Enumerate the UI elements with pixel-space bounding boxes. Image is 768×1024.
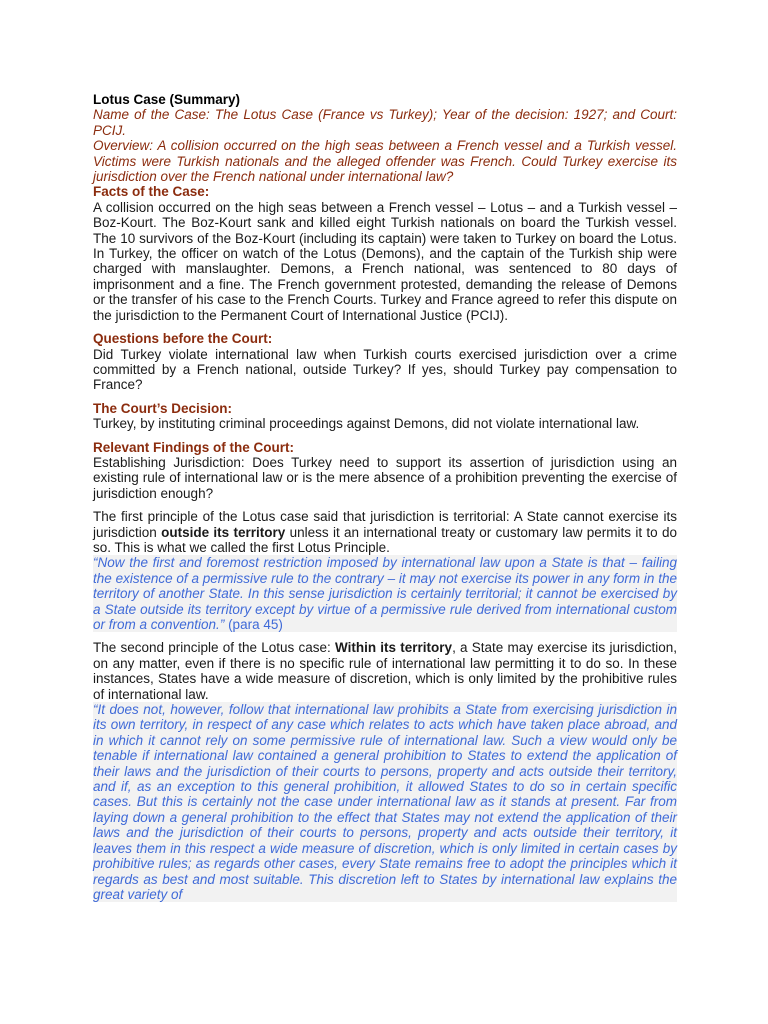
second-principle-intro: The second principle of the Lotus case: <box>93 640 335 656</box>
questions-text: Did Turkey violate international law when Turkish courts exercised jurisdiction over a crime committed by a French national, outside Turkey? If yes, should Turkey pay compensation to France? <box>93 346 677 393</box>
paragraph-reference: (para 45) <box>224 617 283 632</box>
second-principle-rest: , a State may exercise its jurisdiction, on any matter, even if there is no specific rule of international law permitting it to do so. In these instances, States have a wide measure of discretion, which is only limited by the prohibitive rules of international law. <box>93 640 677 702</box>
case-name: Name of the Case: The Lotus Case (France vs Turkey); Year of the decision: 1927; and Court: PCIJ. <box>93 107 677 138</box>
document-title: Lotus Case (Summary) <box>93 92 241 107</box>
second-principle-text <box>93 640 677 702</box>
facts-text: A collision occurred on the high seas between a French vessel – Lotus – and a Turkish vessel – Boz-Kourt. The Boz-Kourt sank and killed eight Turkish nationals on board the Turkish vessel. The 10 survivors of the Boz-Kourt (including its captain) were taken to Turkey on board the Lotus. In Turkey, the officer on watch of the Lotus (Demons), and the captain of the Turkish ship were charged with manslaughter. Demons, a French national, was sentenced to 80 days of imprisonment and a fine. The French government protested, demanding the release of Demons or the transfer of his case to the French Courts. Turkey and France agreed to refer this dispute on the jurisdiction to the Permanent Court of International Justice (PCIJ). <box>93 199 677 323</box>
first-principle-text <box>93 509 677 555</box>
facts-heading: Facts of the Case: <box>93 184 210 200</box>
decision-heading: The Court’s Decision: <box>93 400 233 416</box>
first-principle-intro: The first principle of the Lotus case said that jurisdiction is territorial: A State cannot exercise its jurisdiction <box>93 509 677 540</box>
first-principle-quote <box>93 555 677 632</box>
first-principle-emphasis: outside its territory <box>161 524 286 540</box>
document-page <box>93 92 677 902</box>
second-principle-emphasis: Within its territory <box>334 640 453 656</box>
first-principle-quote-text: “Now the first and foremost restriction imposed by international law upon a State is that – failing the existence of a permissive rule to the contrary – it may not exercise its power in any form in the territory of another State. In this sense jurisdiction is certainly territorial; it cannot be exercised by a State outside its territory except by virtue of a permissive rule derived from international custom or from a convention.” <box>93 555 677 632</box>
findings-heading: Relevant Findings of the Court: <box>93 439 294 455</box>
first-principle-rest: unless it an international treaty or customary law permits it to do so. This is what we called the first Lotus Principle. <box>93 524 678 555</box>
second-principle-quote: “It does not, however, follow that international law prohibits a State from exercising jurisdiction in its own territory, in respect of any case which relates to acts which have taken place abroad, and in which it cannot rely on some permissive rule of international law. Such a view would only be tenable if international law contained a general prohibition to States to extend the application of their laws and the jurisdiction of their courts to persons, property and acts outside their territory, and if, as an exception to this general prohibition, it allowed States to do so in certain specific cases. But this is certainly not the case under international law as it stands at present. Far from laying down a general prohibition to the effect that States may not extend the application of their laws and the jurisdiction of their courts to persons, property and acts outside their territory, it leaves them in this respect a wide measure of discretion, which is only limited in certain cases by prohibitive rules; as regards other cases, every State remains free to adopt the principles which it regards as best and most suitable. This discretion left to States by international law explains the great variety of <box>93 702 677 902</box>
case-overview: Overview: A collision occurred on the high seas between a French vessel and a Turkish vessel. Victims were Turkish nationals and the alleged offender was French. Could Turkey exercise its jurisdiction over the French national under international law? <box>93 138 677 185</box>
establishing-jurisdiction-text: Establishing Jurisdiction: Does Turkey need to support its assertion of jurisdiction using an existing rule of international law or is the mere absence of a prohibition preventing the exercise of jurisdiction enough? <box>93 454 677 501</box>
questions-heading: Questions before the Court: <box>93 331 273 347</box>
decision-text: Turkey, by instituting criminal proceedings against Demons, did not violate international law. <box>93 416 640 432</box>
